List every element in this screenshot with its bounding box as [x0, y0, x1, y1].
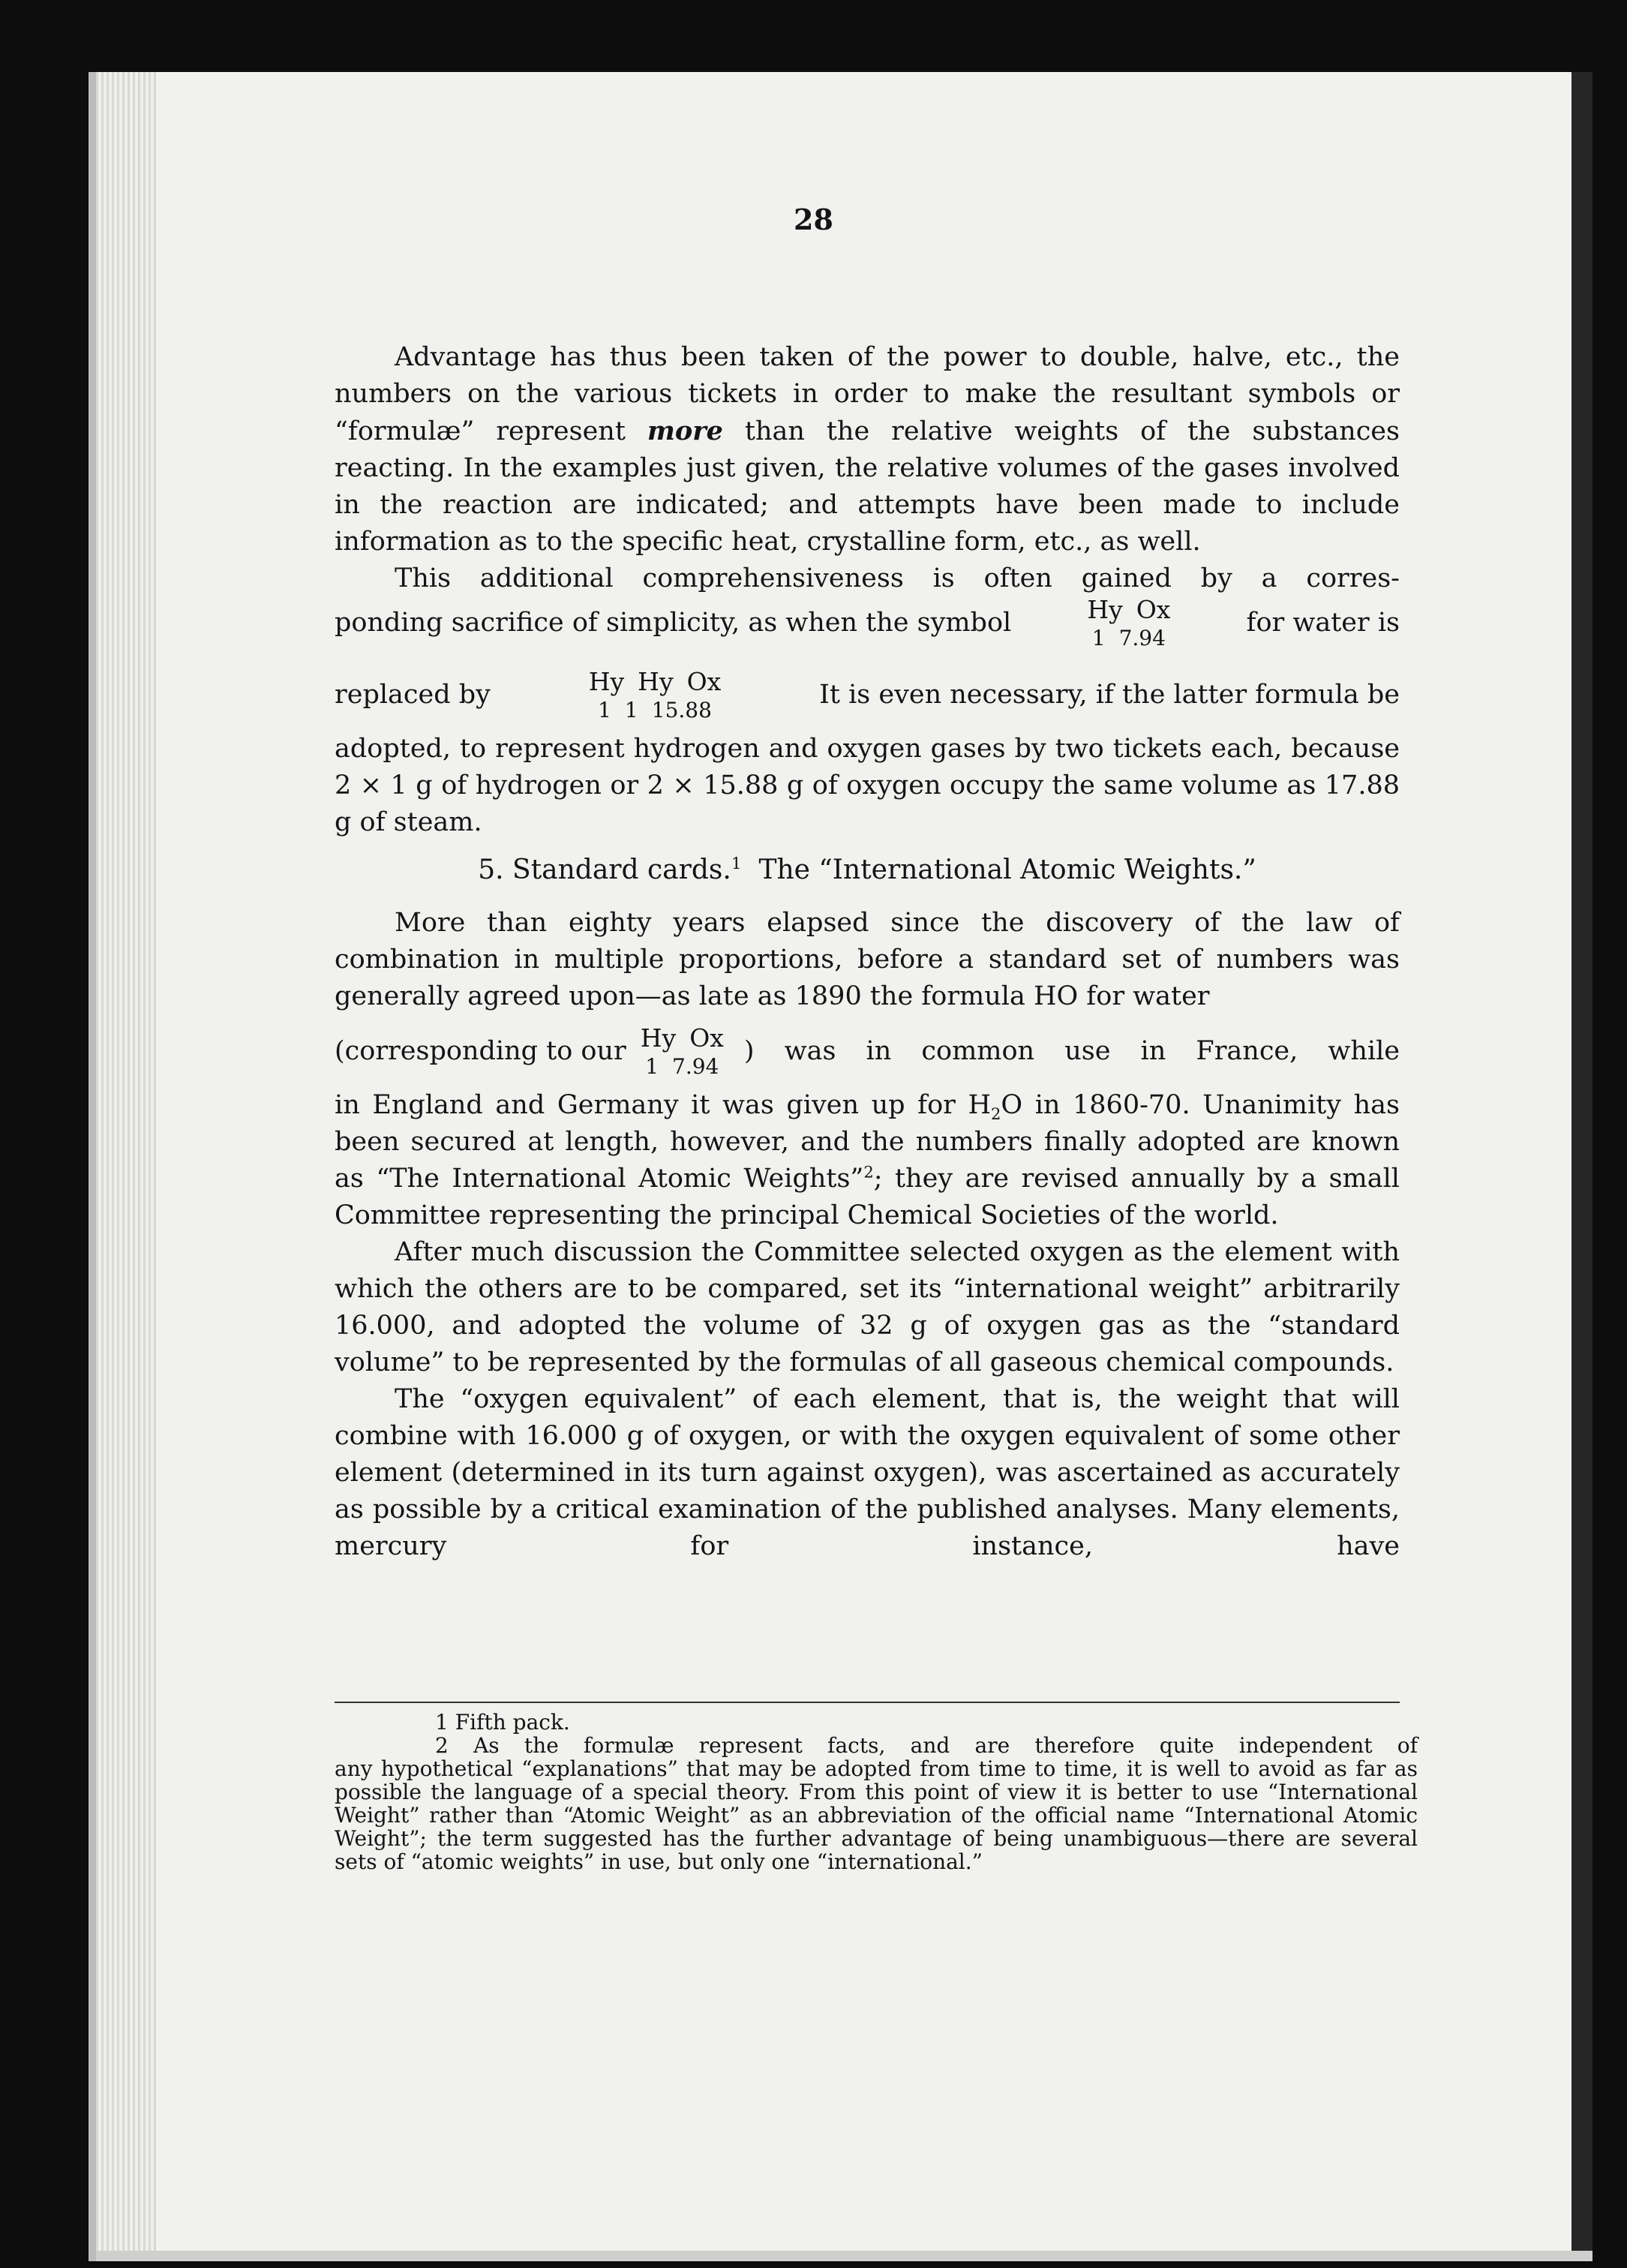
footnote-2-first-line: 2 As the formulæ represent facts, and are therefore quite independent of [435, 1733, 1418, 1758]
page-binding-edge [96, 72, 156, 2261]
section-heading: 5. Standard cards.$^1$ The “International Atomic Weights.” [478, 855, 1256, 885]
paragraph-2-line-3: replaced by Hy Hy Ox 1 1 15.88 It is even necessary, if the latter formula be [335, 666, 1400, 722]
formula-water: Hy Ox 1 7.94 [1087, 594, 1171, 650]
page-dark-edge [1571, 72, 1592, 2261]
paragraph-2-line-1: This additional comprehensiveness is often gained by a corres- [395, 563, 1400, 593]
footnote-2-rest: any hypothetical “explanations” that may be adopted from time to time, it is well to avoid as far as possible the language of a special theory. From this point of view it is better to use “International Weight” rather than “Atomic Weight” as an abbreviation of the official name “International Atomic Weight”; the term suggested has the further advantage of being unambiguous—there are several sets of “atomic weights” in use, but only one “international.” [335, 1756, 1418, 1874]
paragraph-4: After much discussion the Committee selected oxygen as the element with which the others are to be compared, set its “international weight” arbitrarily 16.000, and adopted the volume of 32 g of oxygen gas as the “standard volume” to be represented by the formulas of all gaseous chemical compounds. [335, 1237, 1400, 1377]
footnotes [335, 1710, 1418, 1874]
footnote-1: 1 Fifth pack. [435, 1710, 570, 1735]
formula-water-our: Hy Ox 1 7.94 [640, 1023, 724, 1079]
formula-water-double: Hy Hy Ox 1 1 15.88 [588, 666, 722, 722]
paragraph-3-b: in England and Germany it was given up for $H_2O$ in 1860-70. Unanimity has been secured at length, however, and the numbers finally adopted are known as “The International Atomic Weights”$^2$; they are revised annually by a small Committee representing the principal Chemical Societies of the world. [335, 1090, 1400, 1230]
paragraph-5: The “oxygen equivalent” of each element, that is, the weight that will combine with 16.000 g of oxygen, or with the oxygen equivalent of some other element (determined in its turn against oxygen), was ascertained as accurately as possible by a critical examination of the published analyses. Many elements, mercury for instance, have [335, 1384, 1400, 1561]
paragraph-3-formula-line: (corresponding to our Hy Ox 1 7.94 ) was in common use in France, while [335, 1023, 1400, 1079]
paragraph-2-line-2: ponding sacrifice of simplicity, as when the symbol Hy Ox 1 7.94 for water is [335, 594, 1400, 650]
page-bottom-edge [96, 2251, 1592, 2261]
paragraph-3-a: More than eighty years elapsed since the discovery of the law of combination in multiple proportions, before a standard set of numbers was generally agreed upon—as late as 1890 the formula HO for water [335, 908, 1400, 1011]
footnote-rule [335, 1702, 1400, 1703]
body-text [335, 339, 1400, 1565]
paragraph-2-rest: adopted, to represent hydrogen and oxygen gases by two tickets each, because 2 × 1 g of hydrogen or 2 × 15.88 g of oxygen occupy the same volume as 17.88 g of steam. [335, 734, 1400, 837]
page-number: 28 [794, 203, 833, 236]
paragraph-1: Advantage has thus been taken of the power to double, halve, etc., the numbers on the various tickets in order to make the resultant symbols or “formulæ” represent more than the relative weights of the substances reacting. In the examples just given, the relative volumes of the gases involved in the reaction are indicated; and attempts have been made to include information as to the specific heat, crystalline form, etc., as well. [335, 342, 1400, 557]
emphasis-more: more [647, 416, 723, 446]
